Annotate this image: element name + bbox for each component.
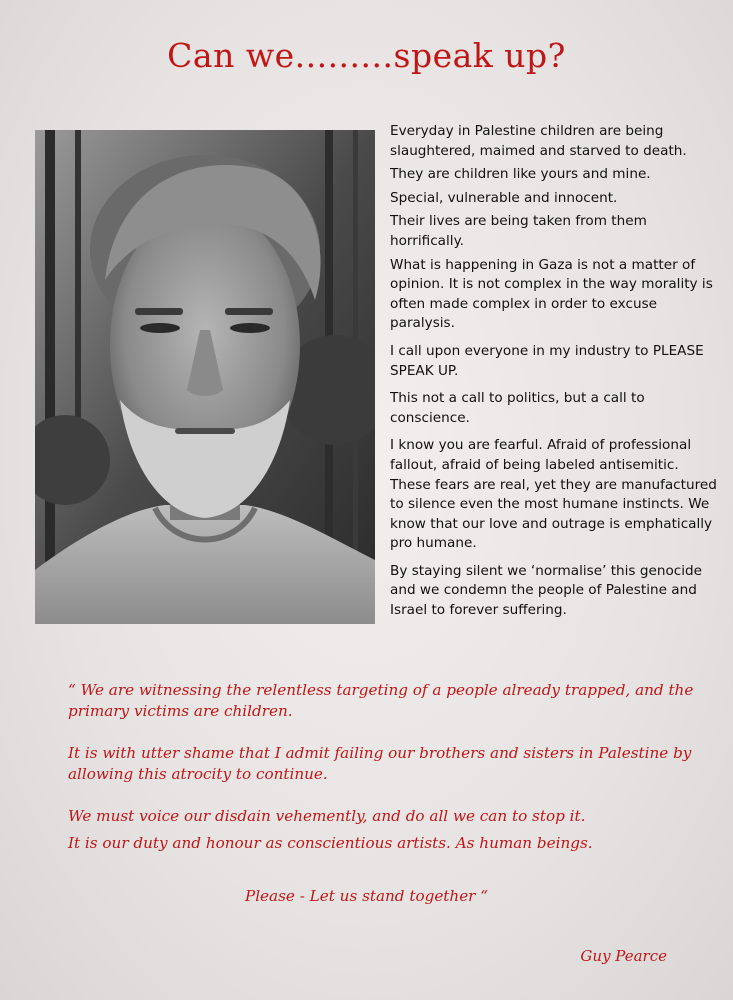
statement-paragraph: Everyday in Palestine children are being slaughtered, maimed and starved to death.	[390, 123, 687, 159]
closing-line: Please - Let us stand together “	[244, 887, 489, 905]
statement-paragraph: This not a call to politics, but a call to conscience.	[390, 390, 645, 426]
quote-block	[68, 680, 698, 853]
portrait-photo-icon	[35, 130, 375, 624]
quote-paragraph: It is our duty and honour as conscientious artists. As human beings.	[68, 833, 593, 852]
statement-paragraph: I call upon everyone in my industry to PLEASE SPEAK UP.	[390, 342, 704, 379]
statement-paragraph: By staying silent we ‘normalise’ this genocide and we condemn the people of Palestine and Israel to forever suffering.	[390, 562, 702, 619]
quote-paragraph: “ We are witnessing the relentless targeting of a people already trapped, and the primary victims are children.	[68, 681, 694, 720]
signature: Guy Pearce	[580, 947, 667, 965]
statement-paragraph: They are children like yours and mine.	[390, 166, 651, 183]
statement-paragraph: I know you are fearful. Afraid of professional fallout, afraid of being labeled antisemitic. These fears are real, yet they are manufactured to silence even the most humane instincts. We know that our love and outrage is emphatically pro humane.	[390, 437, 717, 552]
portrait-photo	[35, 130, 375, 624]
quote-paragraph: It is with utter shame that I admit failing our brothers and sisters in Palestine by allowing this atrocity to continue.	[68, 744, 692, 783]
statement-paragraph: What is happening in Gaza is not a matter of opinion. It is not complex in the way morality is often made complex in order to excuse paralysis.	[390, 256, 713, 332]
statement-paragraph: Special, vulnerable and innocent.	[390, 189, 618, 206]
statement-paragraph: Their lives are being taken from them horrifically.	[390, 213, 647, 249]
page-title: Can we.........speak up?	[167, 36, 566, 75]
statement-body	[390, 122, 720, 625]
quote-paragraph: We must voice our disdain vehemently, and do all we can to stop it.	[68, 807, 586, 825]
